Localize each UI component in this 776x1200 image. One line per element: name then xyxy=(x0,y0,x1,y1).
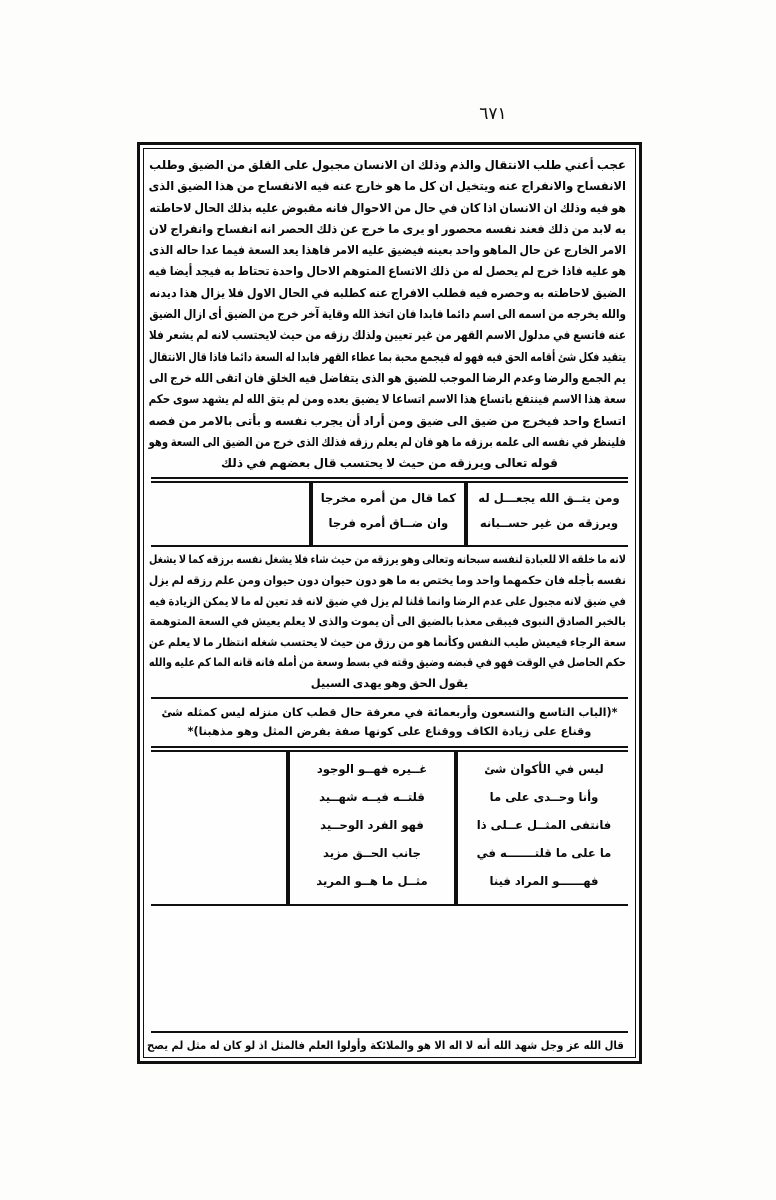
final-quranic-line: قال الله عز وجل شهد الله أنه لا اله الا هو والملائكة وأولوا العلم فالمثل اذ لو كان له مثل لم يصح xyxy=(151,1031,628,1057)
text-frame-inner xyxy=(143,148,636,1058)
prose-line: عنه فاتسع في مدلول الاسم القهر من غير تعيين ولذلك رزقه من حيث لايحتسب لانه لم يشعر فلا xyxy=(149,328,626,343)
prose-line: الضيق لاحاطته به وحصره فيه فطلب الافراج عنه كطلبه في الحال الاول فلا يزال هذا ديدنه xyxy=(149,285,626,300)
poem-line: فانتفى المثــل عــلى ذا xyxy=(476,817,612,832)
column-separator xyxy=(454,752,458,904)
prose-line: هو فيه وذلك ان الانسان اذا كان في حال من الاحوال فانه مقبوض عليه بذلك الحال لاحاطته xyxy=(149,200,626,215)
prose-line: بالخبر الصادق النبوى فيبقى معذبا بالضيق الى أن يموت والذى لا يعلم يعيش في السعة المتوهمة xyxy=(149,614,626,629)
prose-line: قوله تعالى ويرزقه من حيث لا يحتسب قال بعضهم في ذلك xyxy=(221,456,558,471)
column-separator xyxy=(286,752,290,904)
prose-line: به لابد من ذلك فعند نفسه محصور او يرى ما خرج عن ذلك الحصر انه انفساح وانفراج لان xyxy=(149,221,626,236)
poem-line: جانب الحــق مزيد xyxy=(323,845,421,860)
chapter-heading-line: وقناع على زيادة الكاف ووقناع على كونها صفة بفرض المثل وهو مذهبنا)* xyxy=(187,724,592,738)
prose-line: اتساع واحد فيخرج من ضيق الى ضيق ومن أراد أن يجرب نفسه و بأتى بالامر من فصه xyxy=(148,413,626,428)
prose-line: والله يخرجه من اسمه الى اسم دائما فابدا فان اتخذ الله وقاية آخر خرج من الضيق أى ازال الضيق xyxy=(149,307,626,322)
poem-line: فهــــــو المراد فينا xyxy=(489,873,599,888)
prose-line: سعة هذا الاسم فينتفع باتساع هذا الاسم اتساعا لا يضيق بعده ومن لم يتق الله لم يشهد سوى حكم xyxy=(148,392,626,407)
prose-line: في ضيق لانه مجبول على عدم الرضا وانما قلنا لم يزل في ضيق لانه قد تعين له ما لا يمكن الزيادة فيه xyxy=(149,593,626,608)
prose-line: سعة الرجاء فيعيش طيب النفس وكأنما هو من رزق من حيث لا يحتسب شغله انتظار ما لا يعلم عن xyxy=(148,634,626,649)
folio-number: ٦٧١ xyxy=(479,104,507,124)
poem-line: فهو الفرد الوحــيد xyxy=(320,817,424,832)
verse-cell-left xyxy=(315,483,462,545)
verse-line: وان ضــاق أمره فرجا xyxy=(328,516,449,531)
text-frame-outer xyxy=(137,142,642,1064)
prose-line: عجب أعني طلب الانتقال والذم وذلك ان الانسان مجبول على القلق من الضيق وطلب xyxy=(149,158,626,172)
prose-line: يقول الحق وهو يهدى السبيل xyxy=(310,676,469,691)
verse-cell-right xyxy=(470,483,628,545)
verse-table-quranic xyxy=(151,481,628,547)
poem-line: مثــل ما هــو المريد xyxy=(316,873,428,888)
poem-cell-right xyxy=(460,752,628,904)
prose-block-top xyxy=(148,153,628,474)
chapter-heading-line: *(الباب التاسع والتسعون وأربعمائة في معرفة حال قطب كان منزله ليس كمثله شئ xyxy=(161,705,618,719)
chapter-heading xyxy=(151,697,628,748)
poem-line: غــيره فهــو الوجود xyxy=(316,761,428,776)
prose-line: فلينظر في نفسه الى علمه برزقه ما هو فان لم يعلم رزقه فذلك الذى خرج من الضيق الى السعة وهو xyxy=(148,434,626,449)
layout-spacer xyxy=(151,906,628,1031)
poem-line: قلتــه فيــه شهــيد xyxy=(319,789,425,804)
verse-line: ومن يتــق الله يجعـــل له xyxy=(478,491,620,506)
section-divider xyxy=(151,477,628,479)
prose-line: نفسه بأجله فان حكمهما واحد وما يختص به ما هو دون حيوان دون حيوان ومن علم رزقه لم يزل xyxy=(148,573,627,588)
verse-line: ويرزقه من غير حســبانه xyxy=(479,516,619,531)
column-separator xyxy=(309,483,313,545)
verse-cell-blank xyxy=(151,483,307,545)
poem-cell-blank xyxy=(151,752,284,904)
prose-block-middle xyxy=(148,547,628,693)
poem-line: ما على ما قلتـــــــه في xyxy=(476,845,612,860)
poem-line: وأنا وحــدى على ما xyxy=(489,789,599,804)
prose-line: الانفساح والانفراج عنه ويتخيل ان كل ما هو خارج عنه فيه الانفساح من هذا الضيق الذى xyxy=(148,179,626,194)
prose-line: يم الجمع والرضا وعدم الرضا الموجب للضيق هو الذى يتفاضل فيه الخلق فان اتقى الله خرج الى xyxy=(149,370,626,385)
folio-number-container xyxy=(0,104,776,124)
verse-line: كما قال من أمره مخرجا xyxy=(320,491,456,506)
prose-line: الامر الخارج عن حال الماهو واحد بعينه فيضيق عليه الامر فاهذا يعد السعة فيما عدا حاله الذى xyxy=(149,243,626,258)
column-separator xyxy=(464,483,468,545)
poem-line: ليس في الأكوان شئ xyxy=(484,761,604,776)
poem-cell-left xyxy=(292,752,452,904)
prose-line: لانه ما خلقه الا للعبادة لنفسه سبحانه وتعالى وهو يرزقه من حيث شاء فلا يشغل نفسه برزقه كما لا يشغل xyxy=(148,552,627,567)
prose-line: هو عليه فاذا خرج لم يحصل له من ذلك الاتساع المتوهم الاحال واحدة تحتاط به فيجد أيضا فيه xyxy=(148,264,626,279)
prose-line: يتقيد فكل شئ أقامه الحق فيه فهو له فيجمع محبة بما عطاء القهر فابدا له السعة دائما فاذا قال الانتقال xyxy=(148,349,626,364)
prose-line: حكم الحاصل في الوقت فهو في قبضه وضيق وقته في بسط وسعة من أمله فانه قانه الما كم عليه والله xyxy=(148,655,626,670)
poem-table xyxy=(151,750,628,906)
